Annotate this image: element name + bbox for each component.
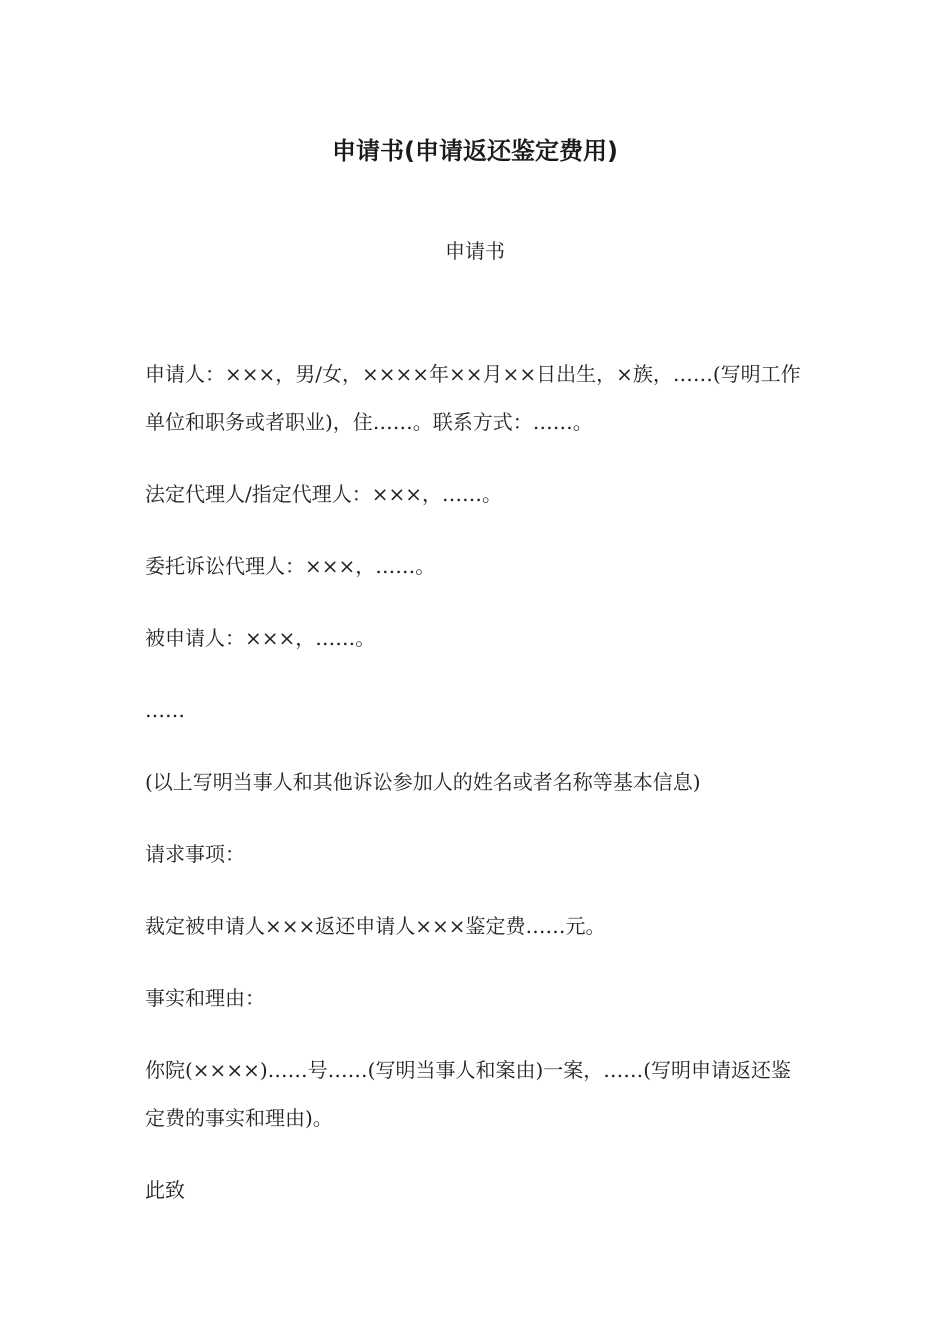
legal-agent-paragraph: 法定代理人/指定代理人：×××，……。 <box>145 482 503 506</box>
document-subtitle: 申请书 <box>445 239 505 263</box>
respondent-paragraph: 被申请人：×××，……。 <box>145 626 376 650</box>
claims-paragraph: 裁定被申请人×××返还申请人×××鉴定费……元。 <box>145 914 606 938</box>
facts-paragraph: 你院(××××)……号……(写明当事人和案由)一案，……(写明申请返还鉴定费的事实和理由)。 <box>145 1058 792 1130</box>
claims-heading: 请求事项： <box>145 842 245 866</box>
litigation-agent-paragraph: 委托诉讼代理人：×××，……。 <box>145 554 436 578</box>
ellipsis-paragraph: …… <box>145 698 185 722</box>
document-body <box>145 350 805 1238</box>
salutation-paragraph: 此致 <box>145 1178 185 1202</box>
facts-heading: 事实和理由： <box>145 986 265 1010</box>
document-title: 申请书(申请返还鉴定费用) <box>332 137 618 165</box>
parties-note-paragraph: (以上写明当事人和其他诉讼参加人的姓名或者名称等基本信息) <box>145 770 701 794</box>
applicant-info-paragraph: 申请人：×××，男/女，××××年××月××日出生，×族，……(写明工作单位和职务或者职业)，住……。联系方式：……。 <box>145 362 801 434</box>
